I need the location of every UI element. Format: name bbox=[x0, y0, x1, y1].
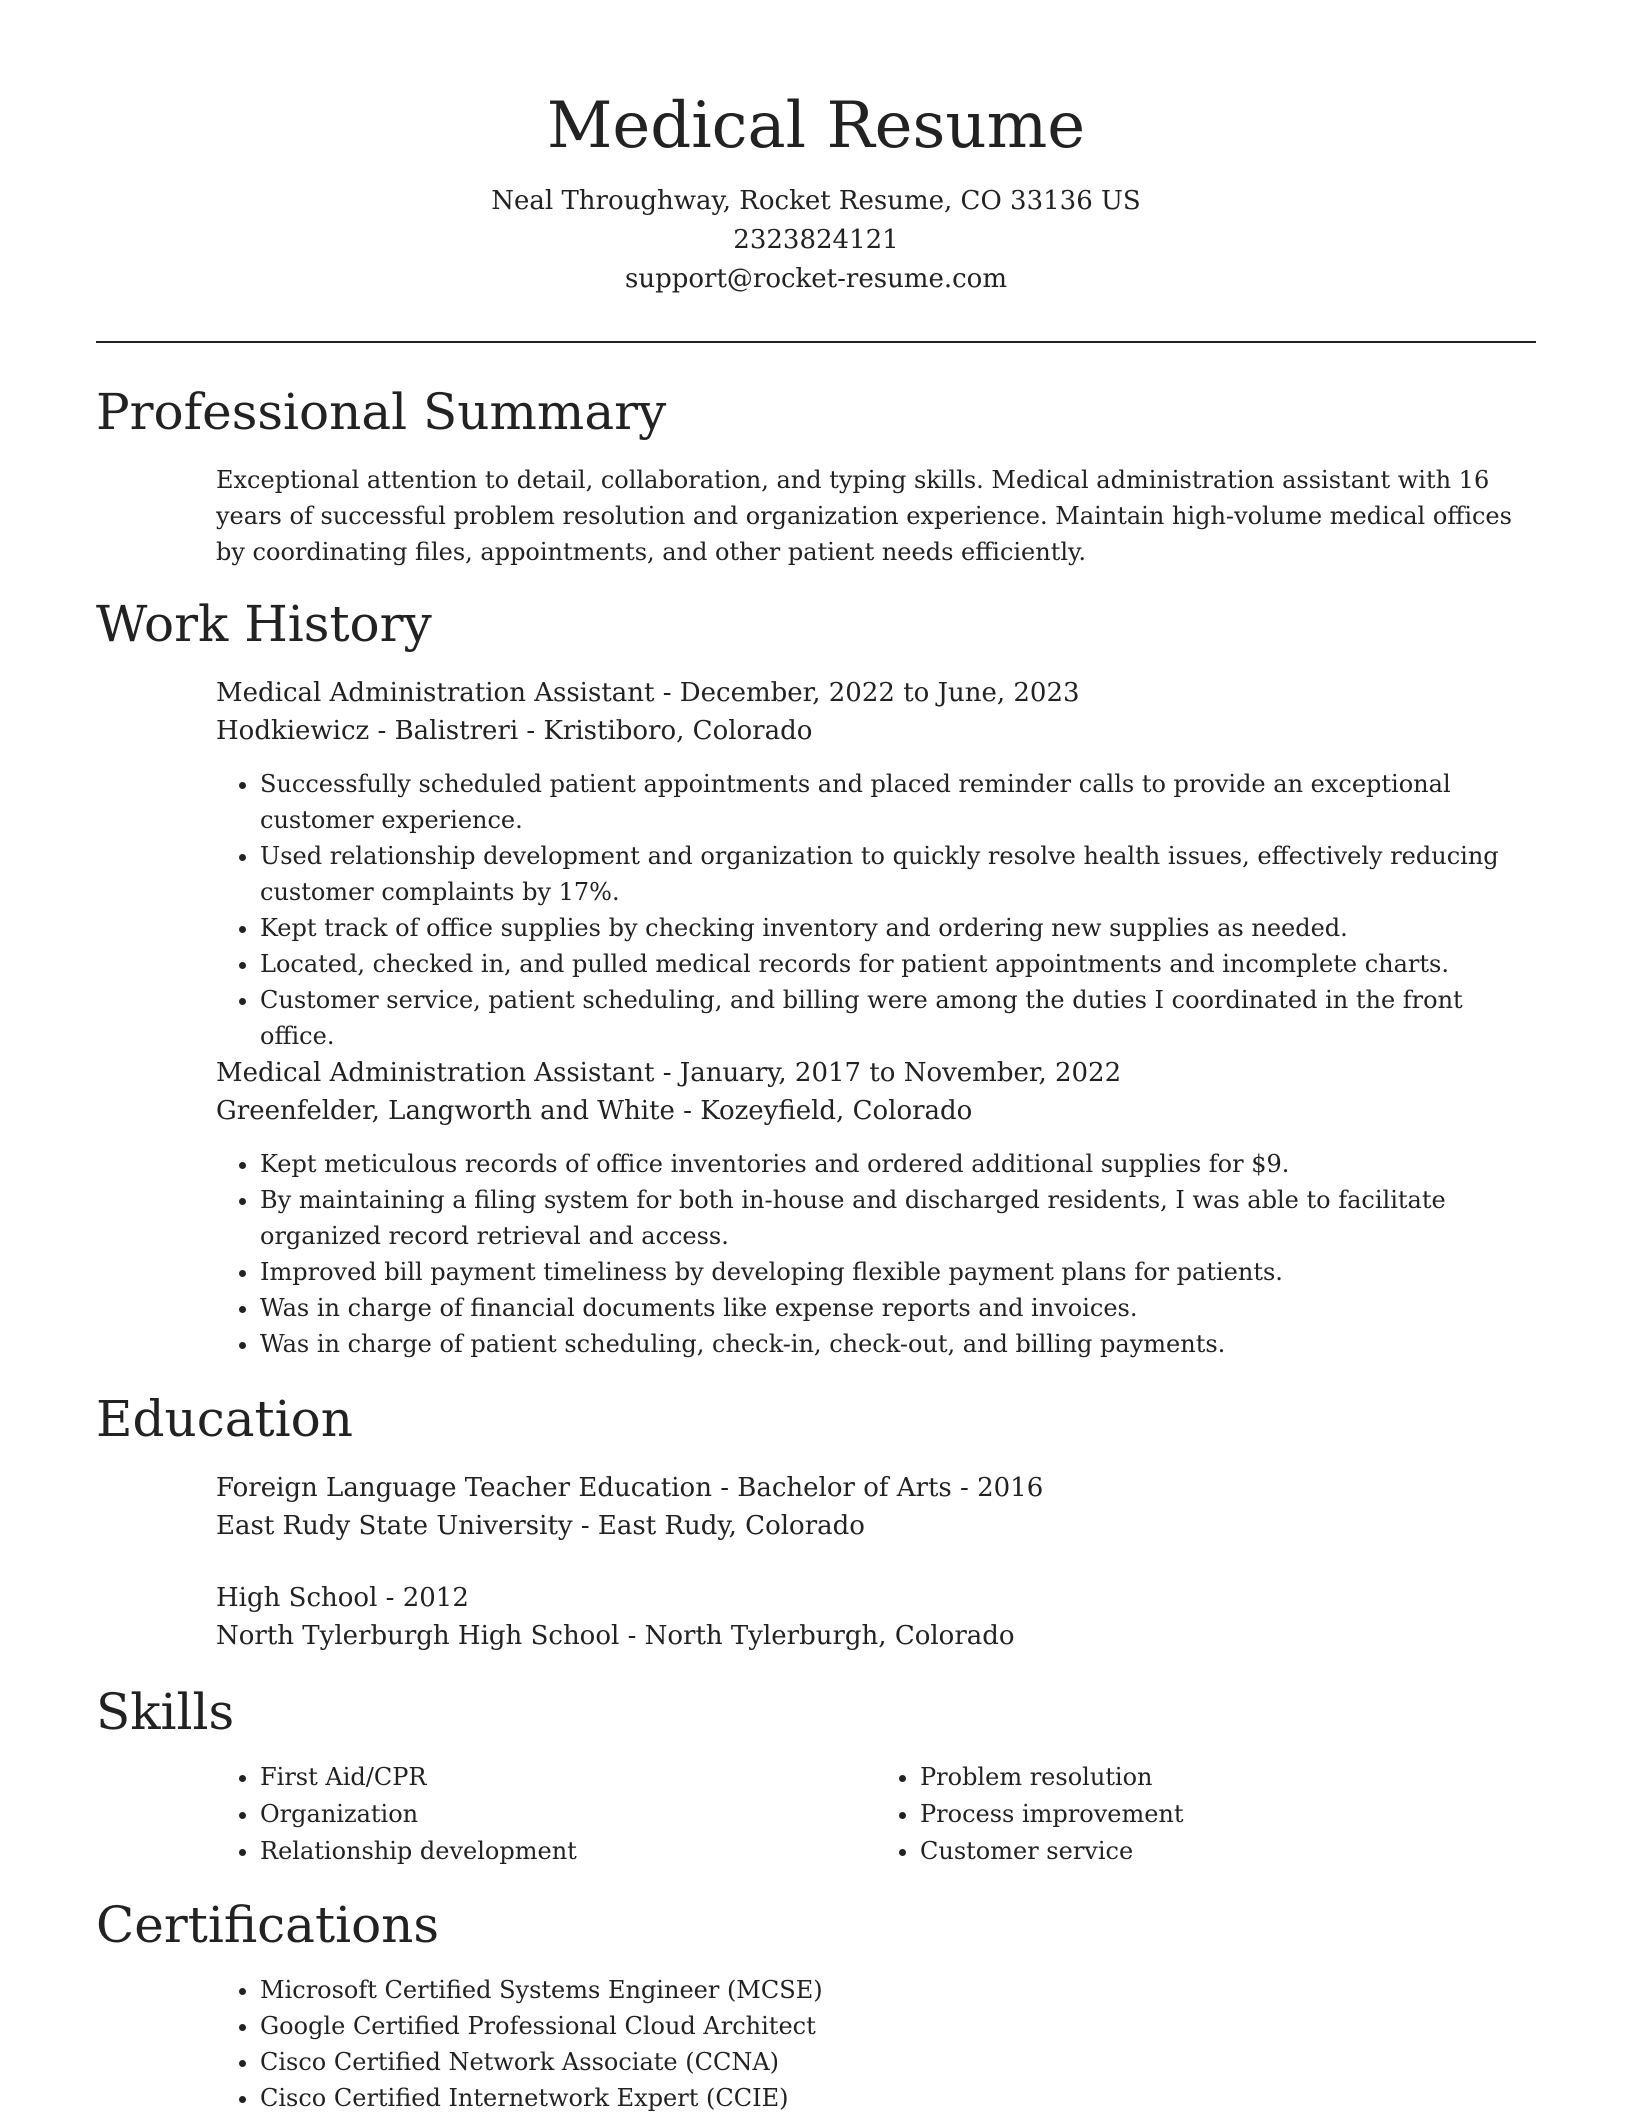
certification-item: • Cisco Certified Network Associate (CCNA) bbox=[260, 2044, 1536, 2080]
job-bullet: • Customer service, patient scheduling, and billing were among the duties I coordinated in the front office. bbox=[260, 982, 1536, 1054]
education-degree-line bbox=[216, 1579, 1536, 1617]
education-location: - East Rudy, Colorado bbox=[572, 1511, 865, 1541]
job-company: Hodkiewicz - Balistreri bbox=[216, 716, 519, 746]
job-bullet-list bbox=[216, 766, 1536, 1054]
education-school: North Tylerburgh High School bbox=[216, 1621, 620, 1651]
education-year: - 2012 bbox=[377, 1583, 469, 1613]
education-entry bbox=[216, 1579, 1536, 1655]
education-school-line bbox=[216, 1507, 1536, 1545]
certifications-list bbox=[216, 1972, 1536, 2112]
skills-heading: Skills bbox=[96, 1683, 235, 1741]
job-bullet: • Kept meticulous records of office inventories and ordered additional supplies for $9. bbox=[260, 1146, 1536, 1182]
job-location: - Kristiboro, Colorado bbox=[518, 716, 813, 746]
job-entry bbox=[216, 674, 1536, 1054]
job-bullet: • Kept track of office supplies by checking inventory and ordering new supplies as needed. bbox=[260, 910, 1536, 946]
job-title-line bbox=[216, 1054, 1536, 1092]
education-entry bbox=[216, 1469, 1536, 1545]
skills-column-left bbox=[216, 1759, 876, 1870]
education-degree-line bbox=[216, 1469, 1536, 1507]
job-title-line bbox=[216, 674, 1536, 712]
job-dates: - December, 2022 to June, 2023 bbox=[654, 678, 1080, 708]
job-bullet-list bbox=[216, 1146, 1536, 1362]
skill-item: • Process improvement bbox=[920, 1796, 1536, 1833]
summary-section bbox=[216, 462, 1536, 570]
skill-item: • Problem resolution bbox=[920, 1759, 1536, 1796]
summary-heading: Professional Summary bbox=[96, 383, 667, 441]
summary-text: Exceptional attention to detail, collaboration, and typing skills. Medical administration assistant with 16 years of successful problem resolution and organization experience. Maintain high-volume medical offices by coordinating files, appointments, and other patient needs efficiently. bbox=[216, 466, 1512, 566]
contact-email: support@rocket-resume.com bbox=[624, 264, 1007, 294]
education-school: East Rudy State University bbox=[216, 1511, 573, 1541]
skills-list bbox=[216, 1759, 1536, 1870]
skills-column-right bbox=[876, 1759, 1536, 1870]
certifications-section bbox=[216, 1972, 1536, 2112]
job-bullet: • By maintaining a filing system for both in-house and discharged residents, I was able to facilitate organized record retrieval and access. bbox=[260, 1182, 1536, 1254]
skill-item: • Organization bbox=[260, 1796, 876, 1833]
job-title: Medical Administration Assistant bbox=[216, 678, 655, 708]
education-location: - North Tylerburgh, Colorado bbox=[619, 1621, 1015, 1651]
job-location: - Kozeyfield, Colorado bbox=[674, 1096, 973, 1126]
job-bullet: • Successfully scheduled patient appointments and placed reminder calls to provide an exceptional customer experience. bbox=[260, 766, 1536, 838]
skill-item: • Relationship development bbox=[260, 1833, 876, 1870]
job-company-line bbox=[216, 712, 1536, 750]
certification-item: • Google Certified Professional Cloud Architect bbox=[260, 2008, 1536, 2044]
education-school-line bbox=[216, 1617, 1536, 1655]
job-entry bbox=[216, 1054, 1536, 1362]
job-company-line bbox=[216, 1092, 1536, 1130]
contact-phone: 2323824121 bbox=[733, 225, 899, 255]
job-company: Greenfelder, Langworth and White bbox=[216, 1096, 675, 1126]
job-dates: - January, 2017 to November, 2022 bbox=[654, 1058, 1122, 1088]
header-divider bbox=[96, 341, 1536, 343]
contact-address: Neal Throughway, Rocket Resume, CO 33136 US bbox=[491, 186, 1141, 216]
job-bullet: • Was in charge of patient scheduling, check-in, check-out, and billing payments. bbox=[260, 1326, 1536, 1362]
resume-header bbox=[96, 78, 1536, 299]
job-bullet: • Improved bill payment timeliness by developing flexible payment plans for patients. bbox=[260, 1254, 1536, 1290]
education-degree: Foreign Language Teacher Education - Bachelor of Arts bbox=[216, 1473, 952, 1503]
job-bullet: • Was in charge of financial documents like expense reports and invoices. bbox=[260, 1290, 1536, 1326]
skill-item: • First Aid/CPR bbox=[260, 1759, 876, 1796]
job-bullet: • Located, checked in, and pulled medical records for patient appointments and incomplete charts. bbox=[260, 946, 1536, 982]
skill-item: • Customer service bbox=[920, 1833, 1536, 1870]
education-heading: Education bbox=[96, 1390, 353, 1448]
certifications-heading: Certifications bbox=[96, 1896, 440, 1954]
certification-item: • Cisco Certified Internetwork Expert (CCIE) bbox=[260, 2080, 1536, 2112]
certification-item: • Microsoft Certified Systems Engineer (MCSE) bbox=[260, 1972, 1536, 2008]
job-title: Medical Administration Assistant bbox=[216, 1058, 655, 1088]
education-degree: High School bbox=[216, 1583, 378, 1613]
resume-title: Medical Resume bbox=[546, 89, 1086, 163]
work-history-heading: Work History bbox=[96, 595, 432, 653]
education-year: - 2016 bbox=[951, 1473, 1044, 1503]
job-bullet: • Used relationship development and organization to quickly resolve health issues, effectively reducing customer complaints by 17%. bbox=[260, 838, 1536, 910]
